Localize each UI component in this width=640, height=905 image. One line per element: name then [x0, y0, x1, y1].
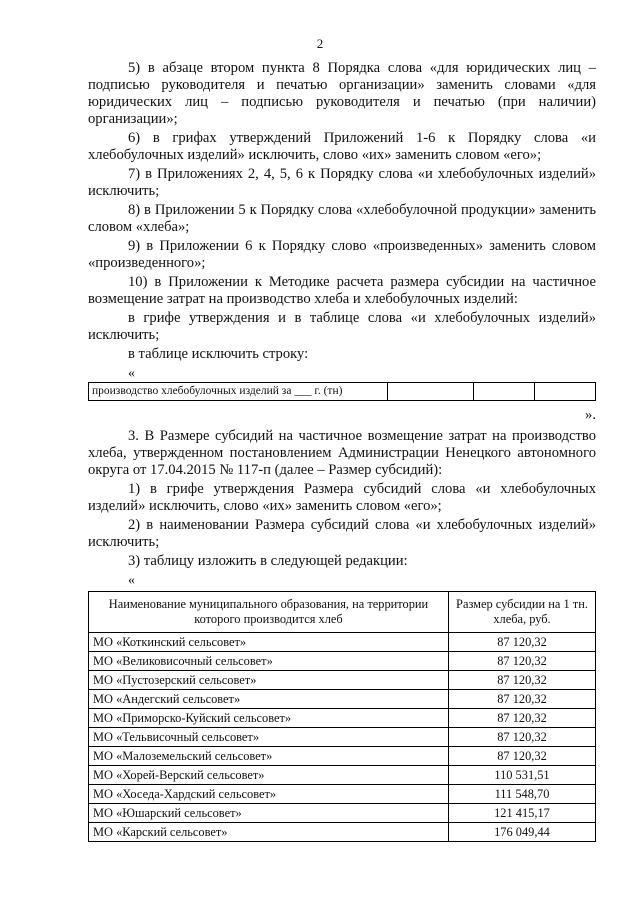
- table-header-row: [89, 592, 596, 633]
- paragraph-3-3: 3) таблицу изложить в следующей редакции:: [128, 553, 408, 569]
- municipality-name: МО «Юшарский сельсовет»: [89, 804, 449, 823]
- excluded-row-table: [88, 382, 596, 401]
- subsidy-value: 87 120,32: [448, 671, 595, 690]
- empty-cell: [535, 383, 596, 401]
- paragraph-9: 9) в Приложении 6 к Порядку слово «произведенных» заменить словом «произведенного»;: [88, 238, 596, 271]
- subsidy-value: 87 120,32: [448, 728, 595, 747]
- paragraph-7: 7) в Приложениях 2, 4, 5, 6 к Порядку слова «и хлебобулочных изделий» исключить;: [88, 166, 596, 199]
- paragraph-10: 10) в Приложении к Методике расчета размера субсидии на частичное возмещение затрат на производство хлеба и хлебобулочных изделий:: [88, 274, 596, 307]
- municipality-name: МО «Пустозерский сельсовет»: [89, 671, 449, 690]
- subsidy-value: 111 548,70: [448, 785, 595, 804]
- subsidy-value: 87 120,32: [448, 652, 595, 671]
- table-row: [89, 766, 596, 785]
- paragraph-5: 5) в абзаце втором пункта 8 Порядка слова «для юридических лиц – подписью руководителя и печатью организации» заменить словами «для юридических лиц – подписью руководителя и печатью (при наличии) организации»;: [88, 60, 596, 127]
- table-row: [89, 652, 596, 671]
- empty-cell: [474, 383, 535, 401]
- paragraph-3-1: 1) в грифе утверждения Размера субсидий слова «и хлебобулочных изделий» исключить, слово «их» заменить словом «его»;: [88, 481, 596, 514]
- municipality-name: МО «Коткинский сельсовет»: [89, 633, 449, 652]
- subsidy-value: 176 049,44: [448, 823, 595, 842]
- municipality-name: МО «Тельвисочный сельсовет»: [89, 728, 449, 747]
- subsidy-value: 87 120,32: [448, 633, 595, 652]
- excluded-row-label: производство хлебобулочных изделий за ___ г. (тн): [89, 383, 388, 401]
- table-row: [89, 383, 596, 401]
- municipality-name: МО «Карский сельсовет»: [89, 823, 449, 842]
- table-row: [89, 633, 596, 652]
- paragraph-10b: в таблице исключить строку:: [128, 346, 309, 362]
- paragraph-10a: в грифе утверждения и в таблице слова «и хлебобулочных изделий» исключить;: [88, 310, 596, 343]
- quote-open-2: «: [128, 573, 135, 588]
- paragraph-3: 3. В Размере субсидий на частичное возмещение затрат на производство хлеба, утвержденном постановлением Администрации Ненецкого автономного округа от 17.04.2015 № 117-п (далее – Размер субсидий):: [88, 428, 596, 478]
- table-row: [89, 728, 596, 747]
- column-header-value: Размер субсидии на 1 тн. хлеба, руб.: [448, 592, 595, 633]
- municipality-name: МО «Андегский сельсовет»: [89, 690, 449, 709]
- table-row: [89, 671, 596, 690]
- subsidy-value: 87 120,32: [448, 747, 595, 766]
- municipality-name: МО «Хорей-Верский сельсовет»: [89, 766, 449, 785]
- subsidy-rows: [89, 633, 596, 842]
- subsidy-value: 87 120,32: [448, 690, 595, 709]
- quote-close: ».: [585, 407, 596, 423]
- column-header-name: Наименование муниципального образования, на территории которого производится хлеб: [89, 592, 449, 633]
- municipality-name: МО «Хоседа-Хардский сельсовет»: [89, 785, 449, 804]
- municipality-name: МО «Великовисочный сельсовет»: [89, 652, 449, 671]
- municipality-name: МО «Приморско-Куйский сельсовет»: [89, 709, 449, 728]
- table-row: [89, 747, 596, 766]
- paragraph-3-2: 2) в наименовании Размера субсидий слова «и хлебобулочных изделий» исключить;: [88, 517, 596, 550]
- paragraph-6: 6) в грифах утверждений Приложений 1-6 к Порядку слова «и хлебобулочных изделий» исключить, слово «их» заменить словом «его»;: [88, 130, 596, 163]
- table-row: [89, 690, 596, 709]
- page-number: 2: [316, 36, 324, 51]
- paragraph-8: 8) в Приложении 5 к Порядку слова «хлебобулочной продукции» заменить словом «хлеба»;: [88, 202, 596, 235]
- document-body: [88, 60, 596, 842]
- table-row: [89, 785, 596, 804]
- municipality-name: МО «Малоземельский сельсовет»: [89, 747, 449, 766]
- quote-open: «: [128, 366, 135, 381]
- subsidy-table: [88, 591, 596, 842]
- table-row: [89, 804, 596, 823]
- subsidy-value: 121 415,17: [448, 804, 595, 823]
- subsidy-value: 110 531,51: [448, 766, 595, 785]
- table-row: [89, 823, 596, 842]
- subsidy-value: 87 120,32: [448, 709, 595, 728]
- empty-cell: [388, 383, 474, 401]
- table-row: [89, 709, 596, 728]
